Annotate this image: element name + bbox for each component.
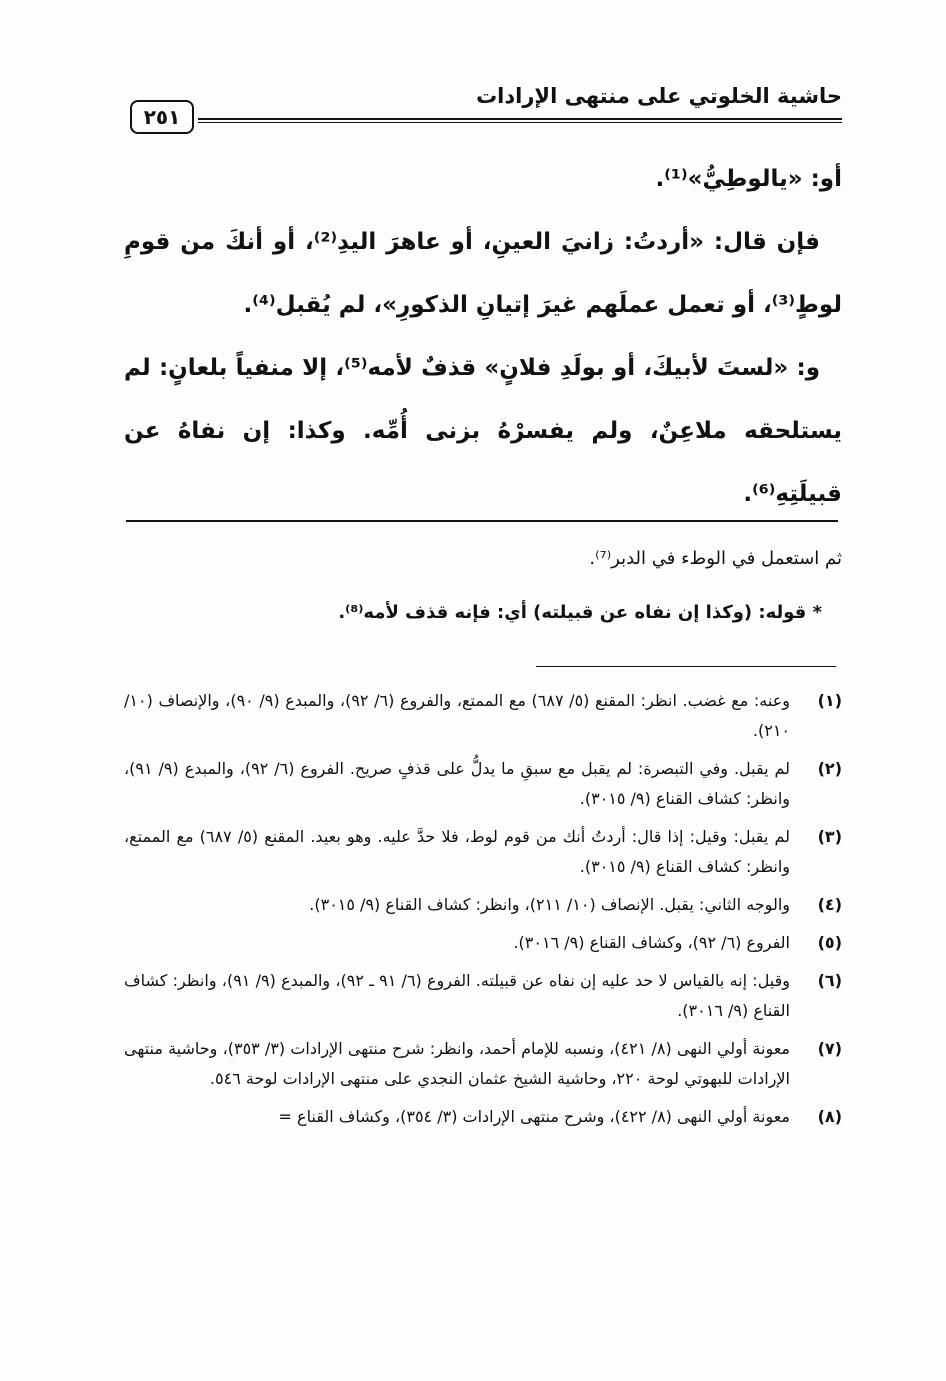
footnote-text: لم يقبل. وفي التبصرة: لم يقبل مع سبقِ ما يدلُّ على قذفٍ صريح. الفروع (٦/ ٩٢)، والمبدع (٩/ ٩١)، وانظر: كشاف القناع (٩/ ٣٠١٥). <box>124 759 791 808</box>
footnote-number: (٨) <box>817 1107 842 1126</box>
footnote-number: (٣) <box>817 827 842 846</box>
footnote-text: معونة أولي النهى (٨/ ٤٢١)، ونسبه للإمام أحمد، وانظر: شرح منتهى الإرادات (٣/ ٣٥٣)، وحاشية منتهى الإرادات للبهوتي لوحة ٢٢٠، وحاشية الشيخ عثمان النجدي على منتهى الإرادات لوحة ٥٤٦. <box>124 1039 790 1088</box>
footnote-number: (٦) <box>817 971 842 990</box>
footnote-text: وقيل: إنه بالقياس لا حد عليه إن نفاه عن قبيلته. الفروع (٦/ ٩١ ـ ٩٢)، والمبدع (٩/ ٩١)، وانظر: كشاف القناع (٩/ ٣٠١٦). <box>124 971 791 1020</box>
footnote-number: (٤) <box>817 895 842 914</box>
footnote-text: والوجه الثاني: يقبل. الإنصاف (١٠/ ٢١١)، وانظر: كشاف القناع (٩/ ٣٠١٥). <box>309 895 790 914</box>
main-paragraph: أو: «يالوطِيُّ»⁽¹⁾. <box>655 166 842 192</box>
footnote-divider <box>536 666 836 667</box>
main-paragraph: و: «لستَ لأبيكَ، أو بولَدِ فلانٍ» قذفٌ لأمه⁽⁵⁾، إلا منفياً بلعانٍ: لم يستلحقه ملاعِنٌ، ولم يفسرْهُ بزنى أُمِّه. وكذا: إن نفاهُ عن قبيلَتِهِ⁽⁶⁾. <box>124 355 842 507</box>
footnote-number: (٥) <box>817 933 842 952</box>
footnote-number: (٧) <box>817 1039 842 1058</box>
footnote-text: لم يقبل: وقيل: إذا قال: أردتُ أنك من قوم لوط، فلا حدَّ عليه. وهو بعيد. المقنع (٥/ ٦٨٧) مع الممتع، وانظر: كشاف القناع (٩/ ٣٠١٥). <box>124 827 790 876</box>
footnote <box>124 966 842 1026</box>
footnote <box>124 822 842 882</box>
footnote <box>124 1102 842 1132</box>
main-paragraph: فإن قال: «أردتُ: زانيَ العينِ، أو عاهرَ اليدِ⁽²⁾، أو أنكَ من قومِ لوطٍ⁽³⁾، أو تعمل عملَهم غيرَ إتيانِ الذكورِ»، لم يُقبل⁽⁴⁾. <box>124 229 842 318</box>
footnote <box>124 1034 842 1094</box>
commentary-line: * قوله: (وكذا إن نفاه عن قبيلته) أي: فإنه قذف لأمه⁽⁸⁾. <box>338 602 822 623</box>
footnote <box>124 890 842 920</box>
main-text <box>124 148 842 526</box>
footnote-number: (٢) <box>817 759 842 778</box>
header-title: حاشية الخلوتي على منتهى الإرادات <box>476 84 842 108</box>
commentary <box>124 532 842 640</box>
footnote-text: الفروع (٦/ ٩٢)، وكشاف القناع (٩/ ٣٠١٦). <box>513 933 790 952</box>
commentary-line: ثم استعمل في الوطء في الدبر⁽⁷⁾. <box>589 548 842 569</box>
footnote-text: وعنه: مع غضب. انظر: المقنع (٥/ ٦٨٧) مع الممتع، والفروع (٦/ ٩٢)، والمبدع (٩/ ٩٠)، والإنصاف (١٠/ ٢١٠). <box>124 691 790 740</box>
header-rule <box>198 118 842 123</box>
footnote-number: (١) <box>817 691 842 710</box>
running-header <box>130 84 842 128</box>
footnote-text: معونة أولي النهى (٨/ ٤٢٢)، وشرح منتهى الإرادات (٣/ ٣٥٤)، وكشاف القناع = <box>278 1107 790 1126</box>
footnote <box>124 928 842 958</box>
footnote <box>124 754 842 814</box>
main-text-divider <box>126 520 838 522</box>
footnotes <box>124 686 842 1140</box>
page-number-badge: ٢٥١ <box>130 100 194 134</box>
footnote <box>124 686 842 746</box>
